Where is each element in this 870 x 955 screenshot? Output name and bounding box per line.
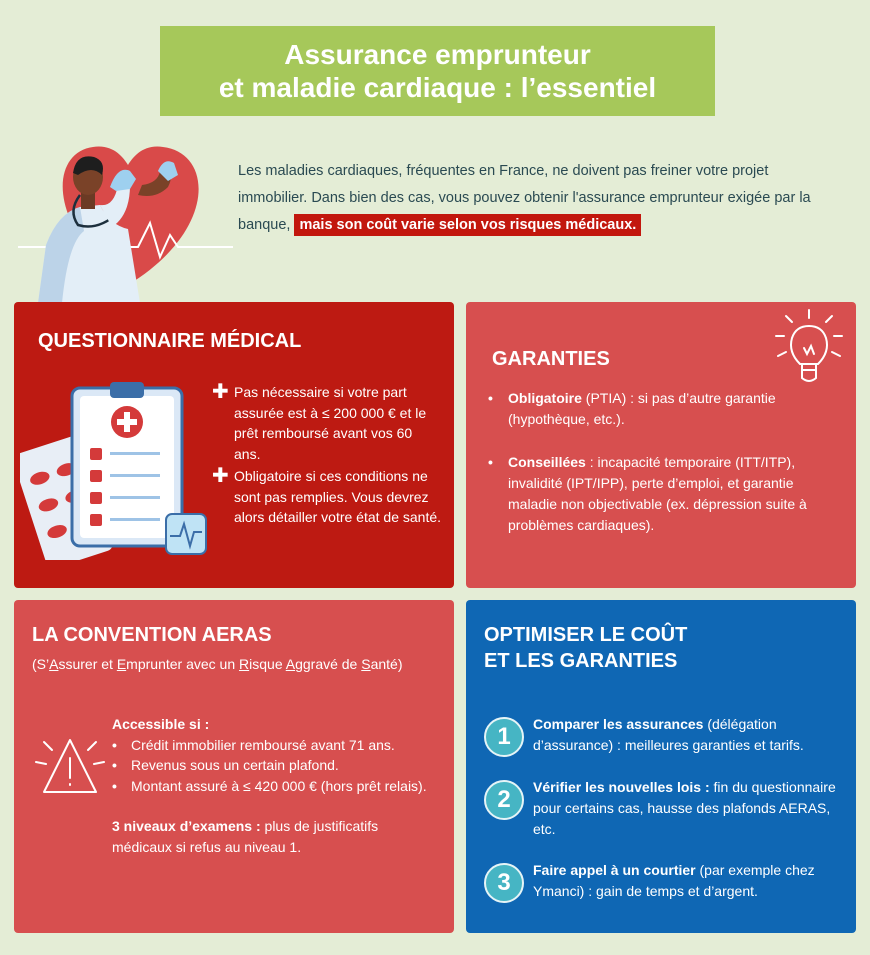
garanties-item-text: (PTIA) : si pas d’autre garantie (hypothèque, etc.). [508,390,776,427]
garanties-card [466,302,856,588]
aeras-levels: 3 niveaux d’examens : plus de justificatifs médicaux si refus au niveau 1. [112,818,379,855]
warning-icon [34,732,106,800]
medical-clipboard-icon [20,380,212,560]
lightbulb-icon [774,306,844,386]
step-number-badge: 1 [484,717,524,757]
bullet-dot: • [488,390,493,406]
list-item: • Revenus sous un certain plafond. [112,757,339,773]
questionnaire-item-text: Pas nécessaire si votre part assurée est à ≤ 200 000 € et le prêt remboursé avant vos 60 ans. [234,384,427,462]
bullet-dot: • [488,454,493,470]
step-number-badge: 3 [484,863,524,903]
questionnaire-item [212,466,442,528]
aeras-body [112,714,432,857]
garanties-item-label: Conseillées [508,454,586,470]
optimiser-step: 3 Faire appel à un courtier (par exemple chez Ymanci) : gain de temps et d’argent. [484,860,839,903]
step-number-badge: 2 [484,780,524,820]
questionnaire-list [212,382,442,530]
optimiser-steps [484,714,839,923]
aeras-subtitle: (S’Assurer et Emprunter avec un Risque Aggravé de Santé) [32,656,403,672]
garanties-item-label: Obligatoire [508,390,582,406]
list-item: • Crédit immobilier remboursé avant 71 ans. [112,736,395,753]
garanties-list [488,388,840,558]
page-title-line-1: Assurance emprunteur [284,39,591,70]
optimiser-step: 2 Vérifier les nouvelles lois : fin du questionnaire pour certains cas, hausse des plafonds AERAS, etc. [484,777,839,840]
aeras-accessible-label: Accessible si : [112,716,210,732]
garanties-title: GARANTIES [492,348,610,370]
aeras-title: LA CONVENTION AERAS [32,624,272,646]
plus-icon: ✚ [212,381,229,403]
garanties-item-text: : incapacité temporaire (ITT/ITP), invalidité (IPT/IPP), perte d’emploi, et garantie maladie non objectivable (ex. dépression suite à problèmes cardiaques). [508,454,807,533]
plus-icon: ✚ [212,465,229,487]
intro-paragraph [238,158,838,239]
optimiser-title: OPTIMISER LE COÛT ET LES GARANTIES [484,624,688,672]
garanties-item [488,452,840,536]
list-item: • Montant assuré à ≤ 420 000 € (hors prêt relais). [112,777,427,794]
page-title-line-2: et maladie cardiaque : l’essentiel [218,72,657,103]
questionnaire-item [212,382,442,464]
intro-highlight: mais son coût varie selon vos risques médicaux. [294,214,641,236]
optimiser-step: 1 Comparer les assurances (délégation d’assurance) : meilleures garanties et tarifs. [484,714,839,757]
aeras-conditions-list [112,735,432,797]
intro-text: Les maladies cardiaques, fréquentes en France, ne doivent pas freiner votre projet immobilier. Dans bien des cas, vous pouvez obtenir l'assurance emprunteur exigée par la banque, [238,163,811,233]
doctor-heart-illustration [18,135,238,303]
page-title-banner [160,26,715,116]
aeras-card [14,600,454,933]
garanties-item [488,388,840,430]
questionnaire-card [14,302,454,588]
questionnaire-title: QUESTIONNAIRE MÉDICAL [38,330,302,352]
questionnaire-item-text: Obligatoire si ces conditions ne sont pas remplies. Vous devrez alors détailler votre état de santé. [234,468,442,525]
optimiser-card [466,600,856,933]
